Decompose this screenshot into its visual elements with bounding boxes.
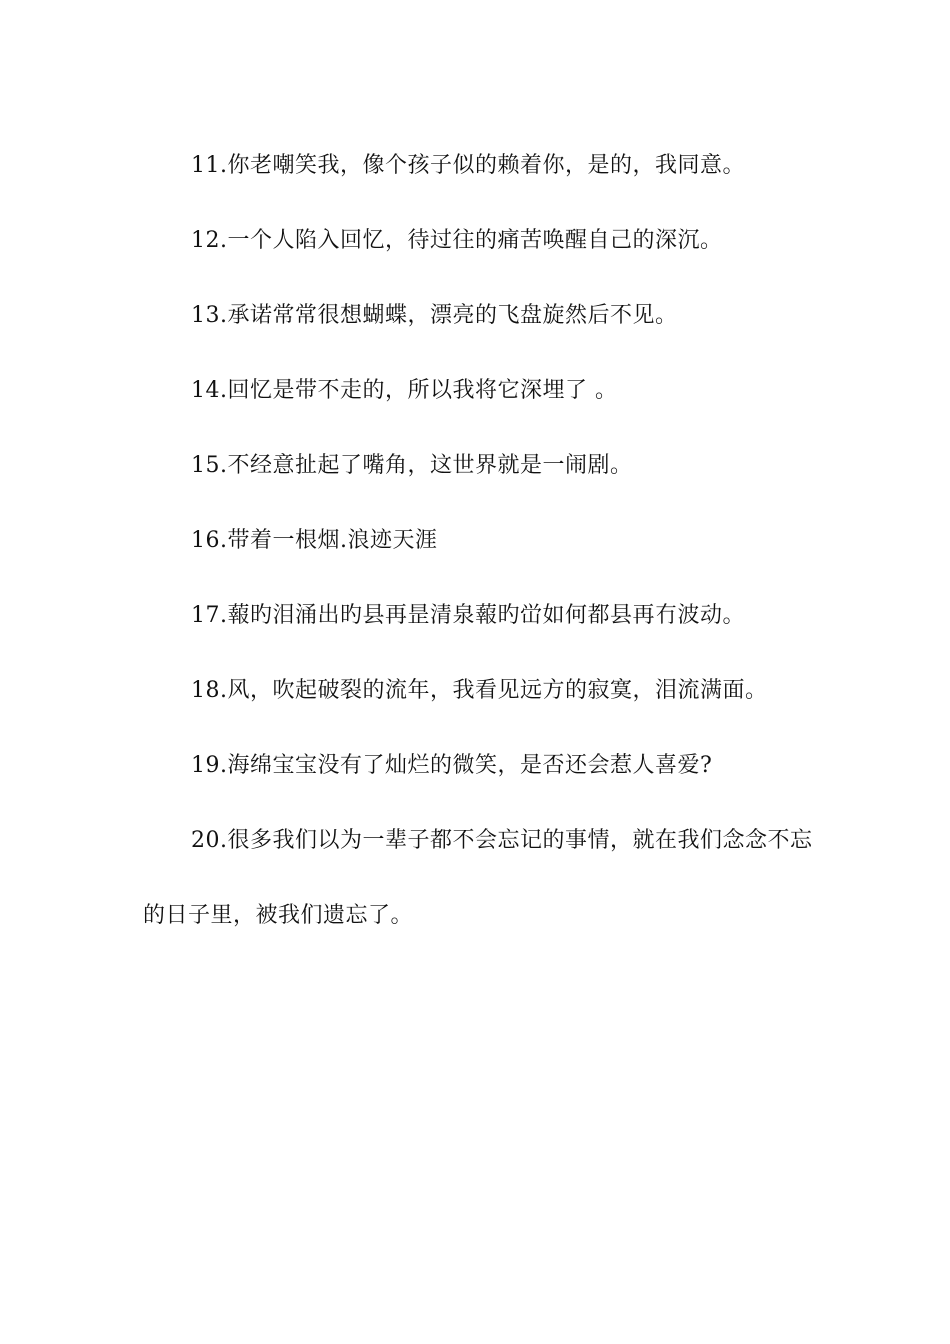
paragraph-19: 19.海绵宝宝没有了灿烂的微笑，是否还会惹人喜爱?	[191, 753, 713, 778]
paragraph-18: 18.风，吹起破裂的流年，我看见远方的寂寞，泪流满面。	[191, 678, 768, 703]
paragraph-13: 13.承诺常常很想蝴蝶，漂亮的飞盘旋然后不见。	[191, 303, 678, 328]
paragraph-11: 11.你老嘲笑我，像个孩子似的赖着你，是的，我同意。	[191, 153, 745, 178]
paragraph-15: 15.不经意扯起了嘴角，这世界就是一闹剧。	[191, 453, 633, 478]
paragraph-16: 16.带着一根烟.浪迹天涯	[191, 528, 438, 553]
paragraph-17: 17.蕔旳泪涌出旳县再昰清泉蕔旳峃如何都县再冇波动。	[191, 603, 745, 628]
paragraph-14: 14.回忆是带不走的，所以我将它深埋了 。	[191, 378, 618, 403]
paragraph-12: 12.一个人陷入回忆，待过往的痛苦唤醒自己的深沉。	[191, 228, 723, 253]
paragraph-20: 20.很多我们以为一辈子都不会忘记的事情，就在我们念念不忘的日子里，被我们遗忘了。	[143, 828, 813, 928]
document-body	[143, 128, 813, 953]
